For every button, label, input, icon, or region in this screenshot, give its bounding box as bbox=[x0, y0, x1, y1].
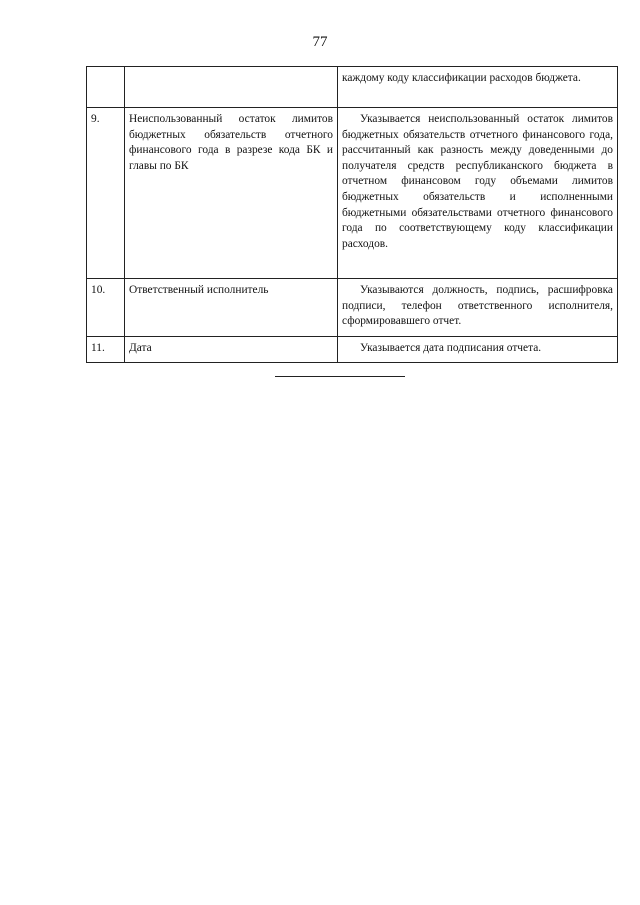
table-row bbox=[87, 279, 618, 337]
row-name-cell: Неиспользованный остаток лимитов бюджетных обязательств отчетного финансового года в разрезе кода БК и главы по БК bbox=[125, 108, 338, 279]
row-number-cell bbox=[87, 67, 125, 108]
row-description-text: Указываются должность, подпись, расшифровка подписи, телефон ответственного исполнителя, сформировавшего отчет. bbox=[342, 284, 613, 328]
row-number-cell: 9. bbox=[87, 108, 125, 279]
end-of-document-rule bbox=[275, 376, 405, 377]
row-description-text: Указывается неиспользованный остаток лимитов бюджетных обязательств отчетного финансового года, рассчитанный как разность между доведенными до получателя средств республиканского бюджета в отчетном финансовом году объемами лимитов бюджетных обязательств и исполненными бюджетными обязательствами отчетного финансового года по соответствующему коду классификации расходов. bbox=[342, 113, 613, 250]
row-name-cell: Ответственный исполнитель bbox=[125, 279, 338, 337]
row-name-cell bbox=[125, 67, 338, 108]
row-description-cell bbox=[338, 336, 618, 363]
row-name-cell: Дата bbox=[125, 336, 338, 363]
document-table bbox=[86, 66, 618, 363]
row-description-cell bbox=[338, 67, 618, 108]
row-description-text: Указывается дата подписания отчета. bbox=[360, 341, 542, 354]
table-row bbox=[87, 336, 618, 363]
row-description-cell bbox=[338, 279, 618, 337]
row-description-text: каждому коду классификации расходов бюджета. bbox=[342, 72, 581, 84]
page-number: 77 bbox=[312, 34, 328, 50]
row-description-cell bbox=[338, 108, 618, 279]
table-row bbox=[87, 108, 618, 279]
table-row bbox=[87, 67, 618, 108]
row-number-cell: 10. bbox=[87, 279, 125, 337]
row-number-cell: 11. bbox=[87, 336, 125, 363]
